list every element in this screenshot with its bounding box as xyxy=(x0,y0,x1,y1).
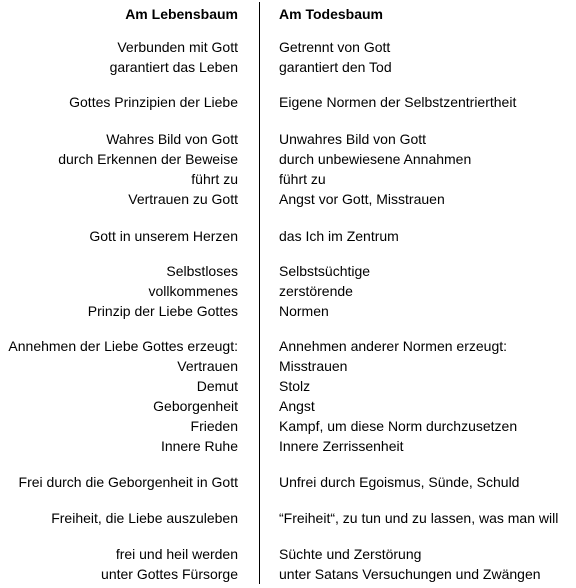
left-line: Selbstloses xyxy=(166,263,238,279)
right-line: Unfrei durch Egoismus, Sünde, Schuld xyxy=(279,474,520,490)
right-line: das Ich im Zentrum xyxy=(279,228,399,244)
left-line: Verbunden mit Gott xyxy=(117,39,238,55)
right-line: zerstörende xyxy=(279,283,353,299)
right-line: unter Satans Versuchungen und Zwängen xyxy=(279,566,541,582)
right-line: Innere Zerrissenheit xyxy=(279,438,404,454)
right-line: “Freiheit“, zu tun und zu lassen, was man will xyxy=(279,510,559,526)
left-line: Gott in unserem Herzen xyxy=(89,228,238,244)
right-line: Getrennt von Gott xyxy=(279,39,391,55)
right-line: durch unbewiesene Annahmen xyxy=(279,151,472,167)
left-line: vollkommenes xyxy=(148,283,238,299)
header-tree-of-life: Am Lebensbaum xyxy=(125,6,238,22)
right-line: Angst xyxy=(279,398,315,414)
left-line: Wahres Bild von Gott xyxy=(106,131,238,147)
left-line: Gottes Prinzipien der Liebe xyxy=(69,94,238,110)
left-line: Annehmen der Liebe Gottes erzeugt: xyxy=(8,338,238,354)
left-line: durch Erkennen der Beweise xyxy=(58,151,238,167)
left-line: unter Gottes Fürsorge xyxy=(101,566,238,582)
right-line: Süchte und Zerstörung xyxy=(279,546,422,562)
left-line: Geborgenheit xyxy=(153,398,238,414)
right-line: Angst vor Gott, Misstrauen xyxy=(279,191,445,207)
header-tree-of-death: Am Todesbaum xyxy=(279,6,383,22)
left-line: Prinzip der Liebe Gottes xyxy=(87,303,238,319)
right-line: Unwahres Bild von Gott xyxy=(279,131,427,147)
left-line: Vertrauen xyxy=(177,358,238,374)
left-line: Vertrauen zu Gott xyxy=(128,191,238,207)
right-line: garantiert den Tod xyxy=(279,59,392,75)
right-line: Selbstsüchtige xyxy=(279,263,371,279)
left-line: Demut xyxy=(196,378,238,394)
left-line: frei und heil werden xyxy=(115,546,238,562)
right-line: Annehmen anderer Normen erzeugt: xyxy=(279,338,508,354)
right-line: Stolz xyxy=(279,378,311,394)
right-line: Kampf, um diese Norm durchzusetzen xyxy=(279,418,518,434)
left-line: Frei durch die Geborgenheit in Gott xyxy=(18,474,238,490)
right-line: führt zu xyxy=(279,171,326,187)
right-line: Misstrauen xyxy=(279,358,348,374)
right-line: Eigene Normen der Selbstzentriertheit xyxy=(279,94,517,110)
left-line: garantiert das Leben xyxy=(109,59,238,75)
left-line: Innere Ruhe xyxy=(160,438,238,454)
left-line: führt zu xyxy=(191,171,238,187)
right-line: Normen xyxy=(279,303,329,319)
left-line: Freiheit, die Liebe auszuleben xyxy=(51,510,238,526)
left-line: Frieden xyxy=(190,418,238,434)
column-divider xyxy=(259,2,260,584)
